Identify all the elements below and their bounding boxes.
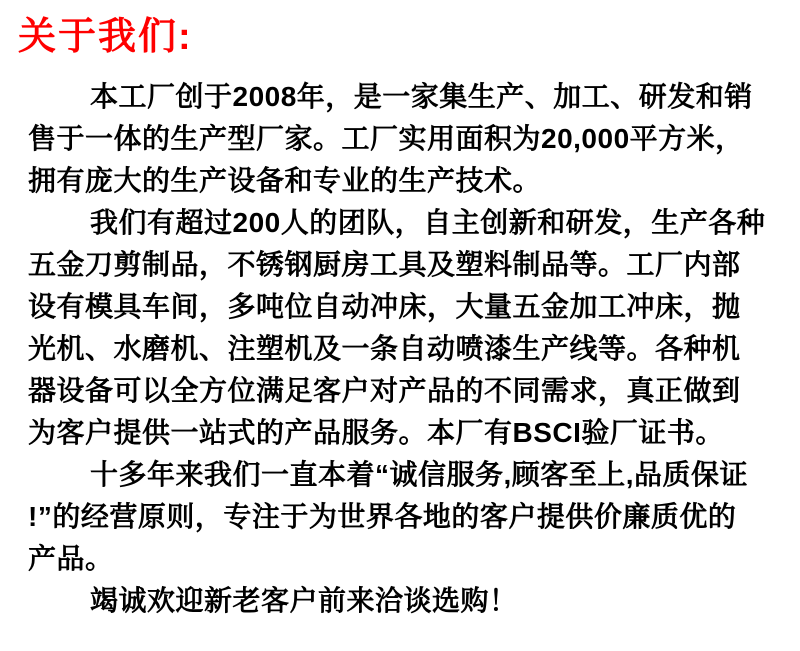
body-line: 为客户提供一站式的产品服务。本厂有BSCI验厂证书。 <box>28 417 724 448</box>
body-line: 器设备可以全方位满足客户对产品的不同需求，真正做到 <box>28 375 741 406</box>
body-line: 本工厂创于2008年，是一家集生产、加工、研发和销 <box>90 81 753 112</box>
body-line: 产品。 <box>28 543 114 574</box>
body-line: 光机、水磨机、注塑机及一条自动喷漆生产线等。各种机 <box>28 333 741 364</box>
body-line: 设有模具车间，多吨位自动冲床，大量五金加工冲床，抛 <box>28 291 741 322</box>
page-title: 关于我们: <box>18 16 193 58</box>
body-line: 我们有超过200人的团队，自主创新和研发，生产各种 <box>90 207 766 238</box>
body-line: !”的经营原则，专注于为世界各地的客户提供价廉质优的 <box>28 501 737 532</box>
about-body <box>28 76 790 622</box>
body-line: 拥有庞大的生产设备和专业的生产技术。 <box>28 165 542 196</box>
body-line: 售于一体的生产型厂家。工厂实用面积为20,000平方米， <box>28 123 744 154</box>
body-line: 十多年来我们一直本着“诚信服务,顾客至上,品质保证 <box>90 459 749 490</box>
body-line: 五金刀剪制品，不锈钢厨房工具及塑料制品等。工厂内部 <box>28 249 741 280</box>
body-line: 竭诚欢迎新老客户前来洽谈选购！ <box>90 585 518 616</box>
